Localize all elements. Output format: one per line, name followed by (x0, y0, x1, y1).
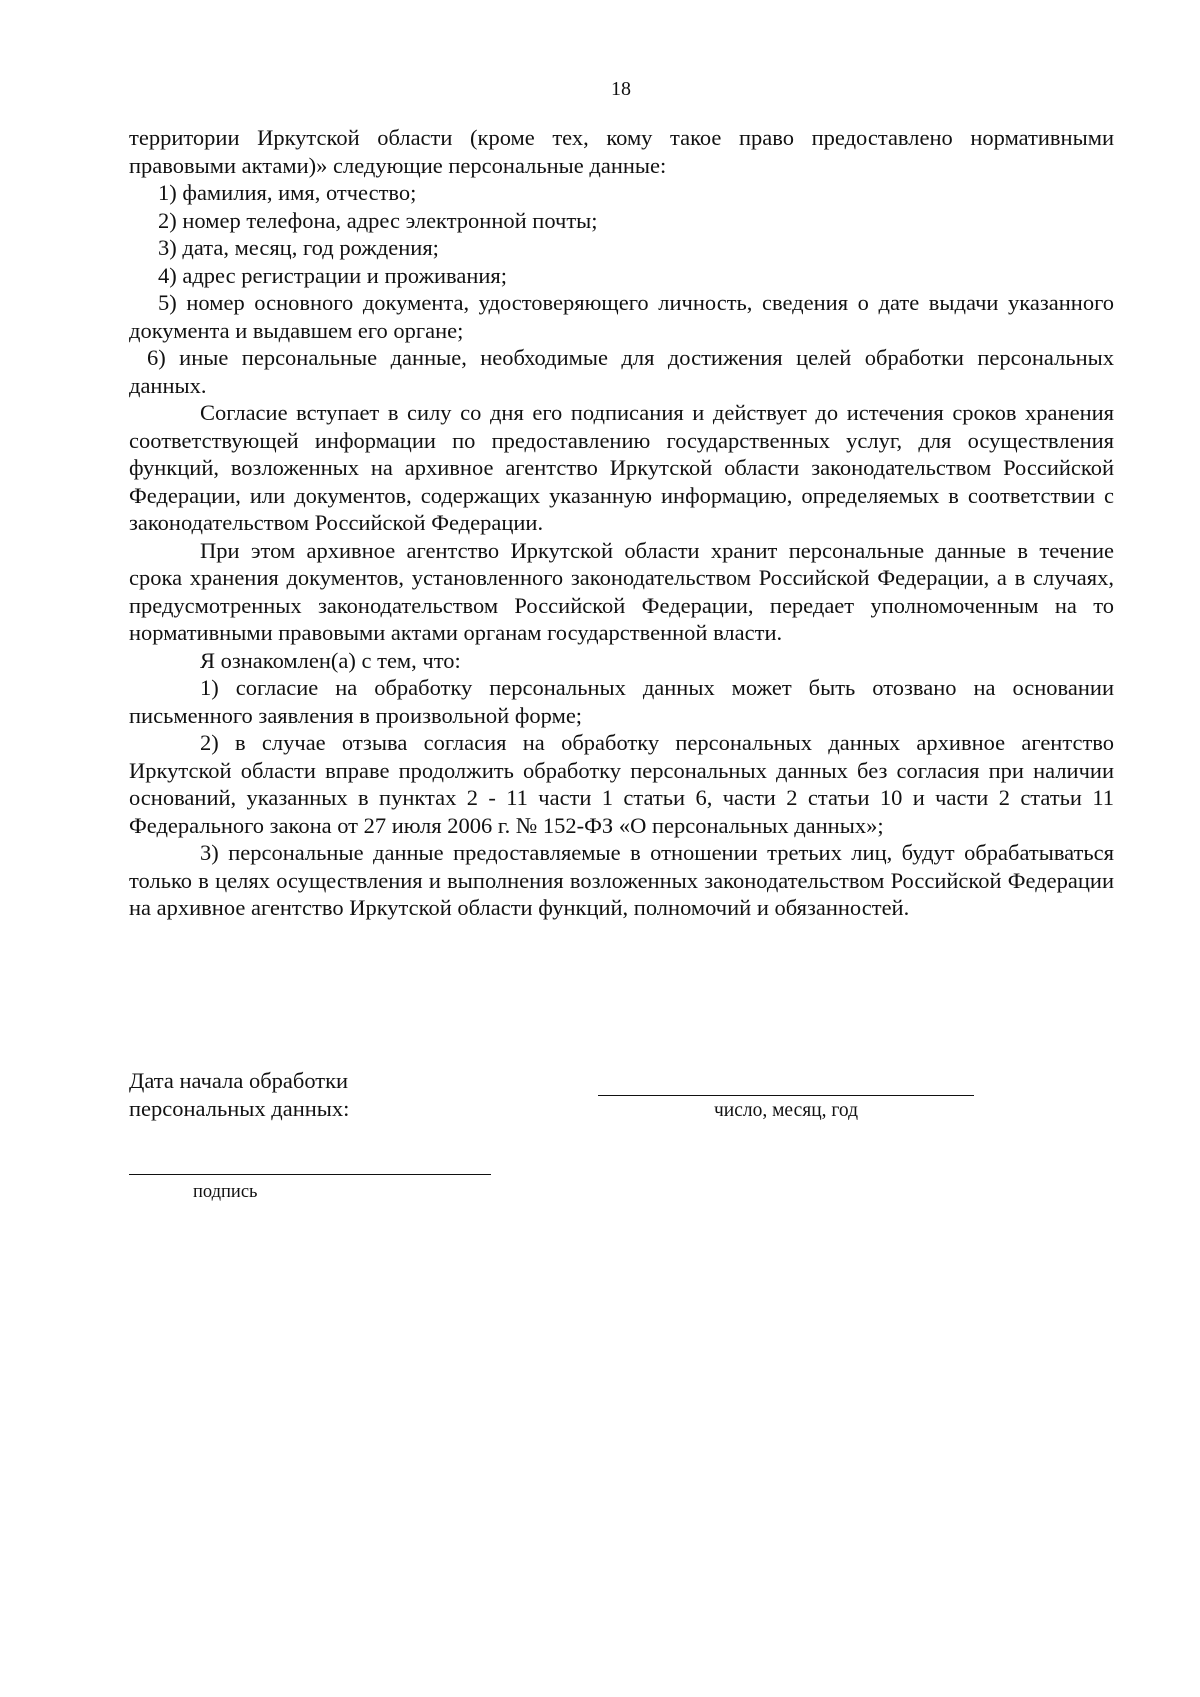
date-label-line-1: Дата начала обработки (129, 1068, 349, 1093)
paragraph-consent-validity: Согласие вступает в силу со дня его подписания и действует до истечения сроков хранения соответствующей информации по предоставлению государственных услуг, для осуществления функций, возложенных на архивное агентство Иркутской области законодательством Российской Федерации, или документов, содержащих указанную информацию, определяемых в соответствии с законодательством Российской Федерации. (129, 400, 1114, 535)
date-label-line-2: персональных данных: (129, 1096, 350, 1121)
paragraph-acknowledged: Я ознакомлен(а) с тем, что: (200, 647, 461, 673)
list-item-2: 2) номер телефона, адрес электронной почты; (158, 207, 598, 233)
ack-item-2: 2) в случае отзыва согласия на обработку персональных данных архивное агентство Иркутской области вправе продолжить обработку персональных данных без согласия при наличии оснований, указанных в пунктах 2 - 11 части 1 статьи 6, части 2 статьи 10 и части 2 статьи 11 Федерального закона от 27 июля 2006 г. № 152-ФЗ «О персональных данных»; (129, 730, 1114, 838)
signature-fill-line (129, 1174, 491, 1175)
list-item-4: 4) адрес регистрации и проживания; (158, 262, 508, 288)
ack-item-1: 1) согласие на обработку персональных данных может быть отозвано на основании письменного заявления в произвольной форме; (129, 675, 1114, 728)
page-number: 18 (611, 78, 631, 100)
processing-start-date-label (129, 1067, 349, 1123)
ack-item-3: 3) персональные данные предоставляемые в отношении третьих лиц, будут обрабатываться только в целях осуществления и выполнения возложенных законодательством Российской Федерации на архивное агентство Иркутской области функций, полномочий и обязанностей. (129, 840, 1114, 920)
list-item-5: 5) номер основного документа, удостоверяющего личность, сведения о дате выдачи указанного документа и выдавшем его органе; (129, 290, 1114, 343)
signature-caption: подпись (193, 1182, 258, 1202)
date-caption: число, месяц, год (713, 1100, 859, 1121)
paragraph-intro: территории Иркутской области (кроме тех, кому такое право предоставлено нормативными правовыми актами)» следующие персональные данные: (129, 125, 1114, 178)
consent-text (129, 124, 1114, 922)
paragraph-storage: При этом архивное агентство Иркутской области хранит персональные данные в течение срока хранения документов, установленного законодательством Российской Федерации, а в случаях, предусмотренных законодательством Российской Федерации, передает уполномоченным на то нормативными правовыми актами органам государственной власти. (129, 537, 1114, 645)
list-item-3: 3) дата, месяц, год рождения; (158, 235, 439, 260)
list-item-1: 1) фамилия, имя, отчество; (158, 180, 417, 205)
date-fill-line (598, 1095, 974, 1096)
list-item-6: 6) иные персональные данные, необходимые для достижения целей обработки персональных данных. (129, 345, 1114, 398)
